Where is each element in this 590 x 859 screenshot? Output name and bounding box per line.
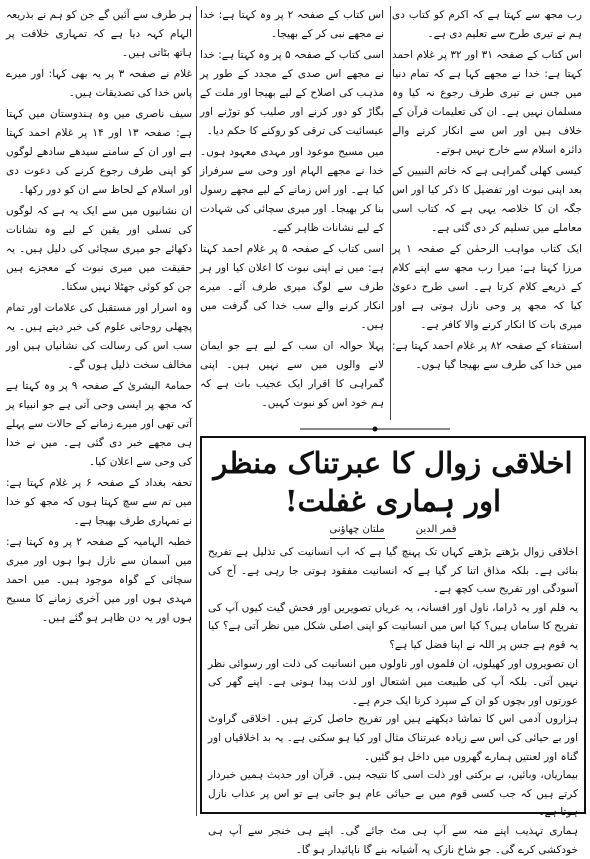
divider-ornament (300, 425, 450, 433)
article-paragraph: ہماری تہذیب اپنے منہ سے آپ ہی مٹ جائے گی۔ اپنے ہی خنجر سے آپ ہی خودکشی کرے گی۔ جو شاخ نازک پہ آشیانہ بنے گا ناپائیدار ہو گا۔ (208, 824, 578, 856)
column-paragraph: ان نشانیوں میں سے ایک یہ ہے کہ لوگوں کی تسلی اور یقین کے لیے وہ نشانات دکھائے جو میری سچائی کی دلیل ہیں۔ یہ حقیقت میں میری نبوت کے معجزے ہیں جن کو کوئی جھٹلا نہیں سکتا۔ (6, 205, 192, 293)
column-paragraph: حمامۃ البشریٰ کے صفحہ ۹ پر وہ کہتا ہے کہ مجھ پر ایسی وحی آتی ہے جو انبیاء پر آتی تھی اور میرے زمانے کے حالات سے پہلے ہی مجھے خبر دی گئی ہے۔ میں نے خدا کی وحی سے اعلان کیا۔ (6, 380, 192, 468)
column-paragraph: غلام نے صفحہ ۳ پر یہ بھی کہا: اور میرے پاس خدا کی تصدیقات ہیں۔ (6, 68, 192, 99)
column-paragraph: ہر طرف سے آئیں گے جن کو ہم نے بذریعہ الہام کہہ دیا ہے کہ تمہاری خلافت پر ہاتھ بٹاتی ہیں۔ (6, 9, 192, 59)
column-paragraph: اس کتاب کے صفحہ ۲ پر وہ کہتا ہے: خدا نے مجھے نبی کر کے بھیجا۔ (200, 9, 384, 40)
column-middle (200, 6, 384, 422)
column-paragraph: استفتاء کے صفحہ ۸۲ پر غلام احمد کہتا ہے: میں خدا کی طرف سے بھیجا گیا ہوں۔ (392, 340, 582, 371)
column-right (392, 6, 582, 426)
column-paragraph: اسی کتاب کے صفحہ ۵ پر وہ کہتا ہے: خدا نے مجھے اس صدی کے مجدد کے طور پر مذہب کی اصلاح کے لیے بھیجا اور ملت کے بگاڑ کو دور کرنے اور صلیب کو توڑنے اور عیسائیت کی ترقی کو روکنے کا حکم دیا۔ (200, 49, 384, 137)
article-byline (208, 522, 578, 539)
column-divider (390, 6, 391, 420)
author-city: ملتان چھاؤنی (330, 522, 385, 539)
column-paragraph: اس کتاب کے صفحہ ۳۱ اور ۳۲ پر غلام احمد کہتا ہے: خدا نے مجھے کہا ہے کہ تمام دنیا میں جس نے تیری طرف رجوع نہ کیا وہ مسلمان نہیں ہے۔ ان کی تعلیمات قرآن کے خلاف ہیں اور اس سے انکار کرنے والے دائرہ اسلام سے خارج نہیں ہوتے۔ (392, 49, 583, 156)
article-paragraph: یہ فلم اور یہ ڈراما، ناول اور افسانہ، یہ عریاں تصویریں اور فحش گیت کیوں آپ کی تفریح کا ساماں ہیں؟ کیا اس میں انسانیت کو اپنی اصلی شکل میں نظر آتی ہے؟ کیا یہ قوم ہے جس پر اللہ نے اپنا فضل کیا ہے؟ (208, 601, 578, 651)
article-paragraph: ان تصویروں اور کھیلوں، ان فلموں اور ناولوں میں انسانیت کی ذلت اور رسوائی نظر نہیں آتی۔ بلکہ آپ کی طبیعت میں اشتعال اور لذت پیدا ہوتی ہے۔ اپنے گھر کی عورتوں اور بچوں کو ان کے سپرد کرنا ایک جرم ہے۔ (208, 657, 578, 707)
column-paragraph: ایک کتاب مواہب الرحمٰن کے صفحہ ۱ پر مرزا کہتا ہے: میرا رب مجھ سے اپنے کلام کے ذریعے کلام کرتا ہے۔ اسی طرح دعویٰ کیا کہ مجھ پر وحی نازل ہوتی ہے اور میری بات کا انکار کرنے والا کافر ہے۔ (392, 243, 582, 331)
article-body (208, 543, 578, 859)
column-paragraph: کیسی کھلی گمراہی ہے کہ خاتم النبیین کے بعد اپنی نبوت اور تفضیل کا ذکر کیا اور اس جگہ ان کا خلاصہ یہی ہے کہ کتاب اسی معاملے میں تسلیم کر دی گئی ہے۔ (392, 165, 582, 234)
column-paragraph: اسی کتاب کے صفحہ ۵ پر غلام احمد کہتا ہے: میں نے اپنی نبوت کا اعلان کیا اور ہر طرف سے لوگ میری طرف آئے۔ میرے انکار کرنے والے سب خدا کی گرفت میں ہیں۔ (200, 243, 384, 331)
article-box (200, 436, 586, 856)
column-left (6, 6, 192, 816)
column-paragraph: خطبہ الہامیہ کے صفحہ ۲ پر وہ کہتا ہے: میں آسمان سے نازل ہوا ہوں اور میری سچائی کے گواہ موجود ہیں۔ میں احمد مہدی ہوں اور میں آخری زمانے کا مسیح ہوں اور یہ دن ظاہر ہو گئے ہیں۔ (6, 536, 193, 624)
column-paragraph: سیف ناصری میں وہ ہندوستان میں کہتا ہے: صفحہ ۱۳ اور ۱۴ پر غلام احمد کہتا ہے اور ان کے سامنے سیدھے سادھے لوگوں کو اپنی طرف رجوع کرنے کی دعوت دی اور اسلام کے لحاظ سے ان کو دور رکھا۔ (6, 108, 192, 196)
author-name: قمر الدین (416, 522, 457, 539)
article-paragraph: اخلاقی زوال بڑھتے بڑھتے کہاں تک پہنچ گیا ہے کہ اب انسانیت کی تذلیل ہے تفریح بنائی ہے۔ بلکہ مذاق اتنا کر گیا ہے کہ انسانیت مفقود ہوتی جا رہی ہے۔ آج کی آسودگی اور تفریح سب کچھ ہے۔ (208, 546, 578, 596)
article-paragraph: بیماریاں، وبائیں، بے برکتی اور ذلت اسی کا نتیجہ ہیں۔ قرآن اور حدیث ہمیں خبردار کرتے ہیں کہ جب کسی قوم میں بے حیائی عام ہو جاتی ہے تو اس پر عذاب نازل ہوتا ہے۔ (208, 769, 578, 819)
article-paragraph: ہزاروں آدمی اس کا تماشا دیکھتے ہیں اور تفریح حاصل کرتے ہیں۔ اخلاقی گراوٹ اور بے حیائی کی اس سے زیادہ عبرتناک مثال اور کیا ہو سکتی ہے۔ یہ بد اخلاقیاں اور گناہ اور لعنتیں ہمارے گھروں میں داخل ہو گئیں۔ (208, 713, 578, 763)
article-headline: اخلاقی زوال کا عبرتناک منظر اور ہماری غفلت! (213, 446, 573, 518)
column-paragraph: رب مجھ سے کہتا ہے کہ اکرم کو کتاب دی ہم نے تیری طرح سے تعلیم دی ہے۔ (392, 9, 582, 40)
column-paragraph: تحفہ بغداد کے صفحہ ۶ پر غلام کہتا ہے: میں تم سے سچ کہتا ہوں کہ مجھ کو خدا نے تمہاری طرف بھیجا ہے۔ (6, 477, 192, 527)
column-divider (196, 6, 197, 816)
column-paragraph: میں مسیح موعود اور مہدی معہود ہوں۔ خدا نے مجھے الہام اور وحی سے سرفراز کیا ہے۔ اور اس زمانے کے لیے مجھے رسول بنا کر بھیجا۔ اور میری سچائی کی شہادت کے لیے نشانات ظاہر کیے۔ (200, 146, 384, 234)
column-paragraph: وہ اسرار اور مستقبل کی علامات اور تمام پچھلی روحانی علوم کی خبر دیتے ہیں۔ یہ سب اس کی رسالت کی نشانیاں ہیں اور مخالف سخت ذلیل ہوں گے۔ (6, 302, 192, 371)
column-paragraph: پہلا حوالہ ان سب کے لیے ہے جو ایمان لانے والوں میں سے نہیں ہیں۔ اپنی گمراہی کا اقرار ایک عجیب بات ہے کہ ہم خود اس کو نبوت کہیں۔ (200, 340, 384, 409)
